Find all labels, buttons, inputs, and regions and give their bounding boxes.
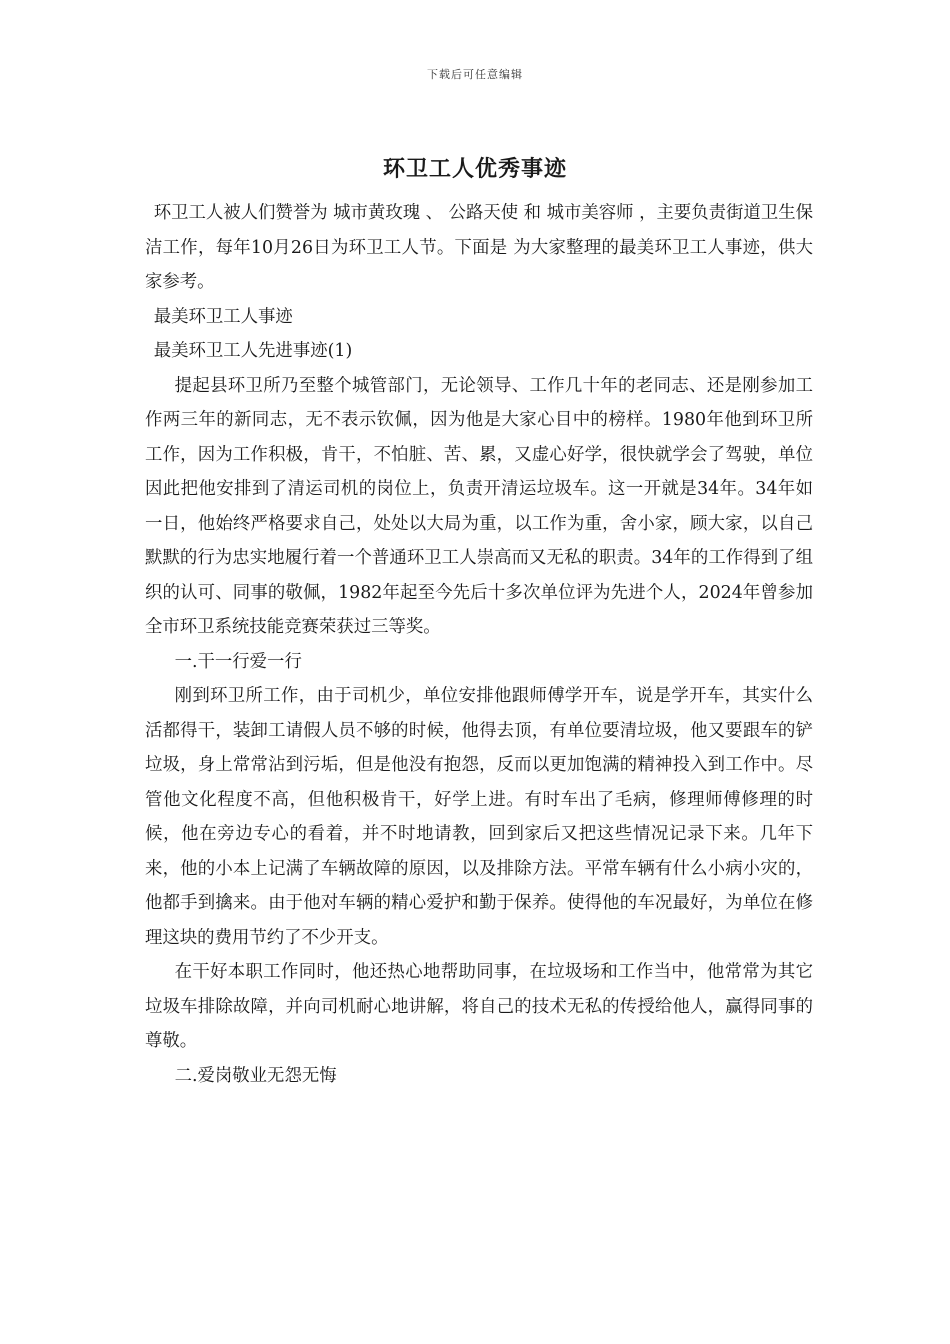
document-body — [145, 196, 813, 1093]
subsection-heading-two: 二.爱岗敬业无怨无悔 — [174, 1065, 337, 1086]
body-paragraph: 提起县环卫所乃至整个城管部门，无论领导、工作几十年的老同志、还是刚参加工作两三年的新同志，无不表示钦佩，因为他是大家心目中的榜样。1980年他到环卫所工作，因为工作积极，肯干，不怕脏、苦、累，又虚心好学，很快就学会了驾驶，单位因此把他安排到了清运司机的岗位上，负责开清运垃圾车。这一开就是34年。34年如一日，他始终严格要求自己，处处以大局为重，以工作为重，舍小家，顾大家，以自己默默的行为忠实地履行着一个普通环卫工人崇高而又无私的职责。34年的工作得到了组织的认可、同事的敬佩，1982年起至今先后十多次单位评为先进个人，2024年曾参加全市环卫系统技能竞赛荣获过三等奖。 — [145, 375, 813, 637]
section-heading: 最美环卫工人事迹 — [153, 306, 293, 327]
body-paragraph: 在干好本职工作同时，他还热心地帮助同事，在垃圾场和工作当中，他常常为其它垃圾车排除故障，并向司机耐心地讲解，将自己的技术无私的传授给他人，赢得同事的尊敬。 — [145, 962, 813, 1051]
intro-paragraph: 环卫工人被人们赞誉为 城市黄玫瑰 、 公路天使 和 城市美容师 ，主要负责街道卫生保洁工作，每年10月26日为环卫工人节。下面是 为大家整理的最美环卫工人事迹，供大家参考。 — [145, 203, 813, 292]
subsection-heading: 最美环卫工人先进事迹(1) — [153, 341, 353, 361]
header-note: 下载后可任意编辑 — [427, 68, 523, 81]
body-paragraph: 刚到环卫所工作，由于司机少，单位安排他跟师傅学开车，说是学开车，其实什么活都得干，装卸工请假人员不够的时候，他得去顶，有单位要清垃圾，他又要跟车的铲垃圾，身上常常沾到污垢，但是他没有抱怨，反而以更加饱满的精神投入到工作中。尽管他文化程度不高，但他积极肯干，好学上进。有时车出了毛病，修理师傅修理的时候，他在旁边专心的看着，并不时地请教，回到家后又把这些情况记录下来。几年下来，他的小本上记满了车辆故障的原因，以及排除方法。平常车辆有什么小病小灾的，他都手到擒来。由于他对车辆的精心爱护和勤于保养。使得他的车况最好，为单位在修理这块的费用节约了不少开支。 — [145, 686, 813, 948]
document-title: 环卫工人优秀事迹 — [382, 156, 567, 182]
subsection-heading-one: 一.干一行爱一行 — [174, 651, 302, 672]
